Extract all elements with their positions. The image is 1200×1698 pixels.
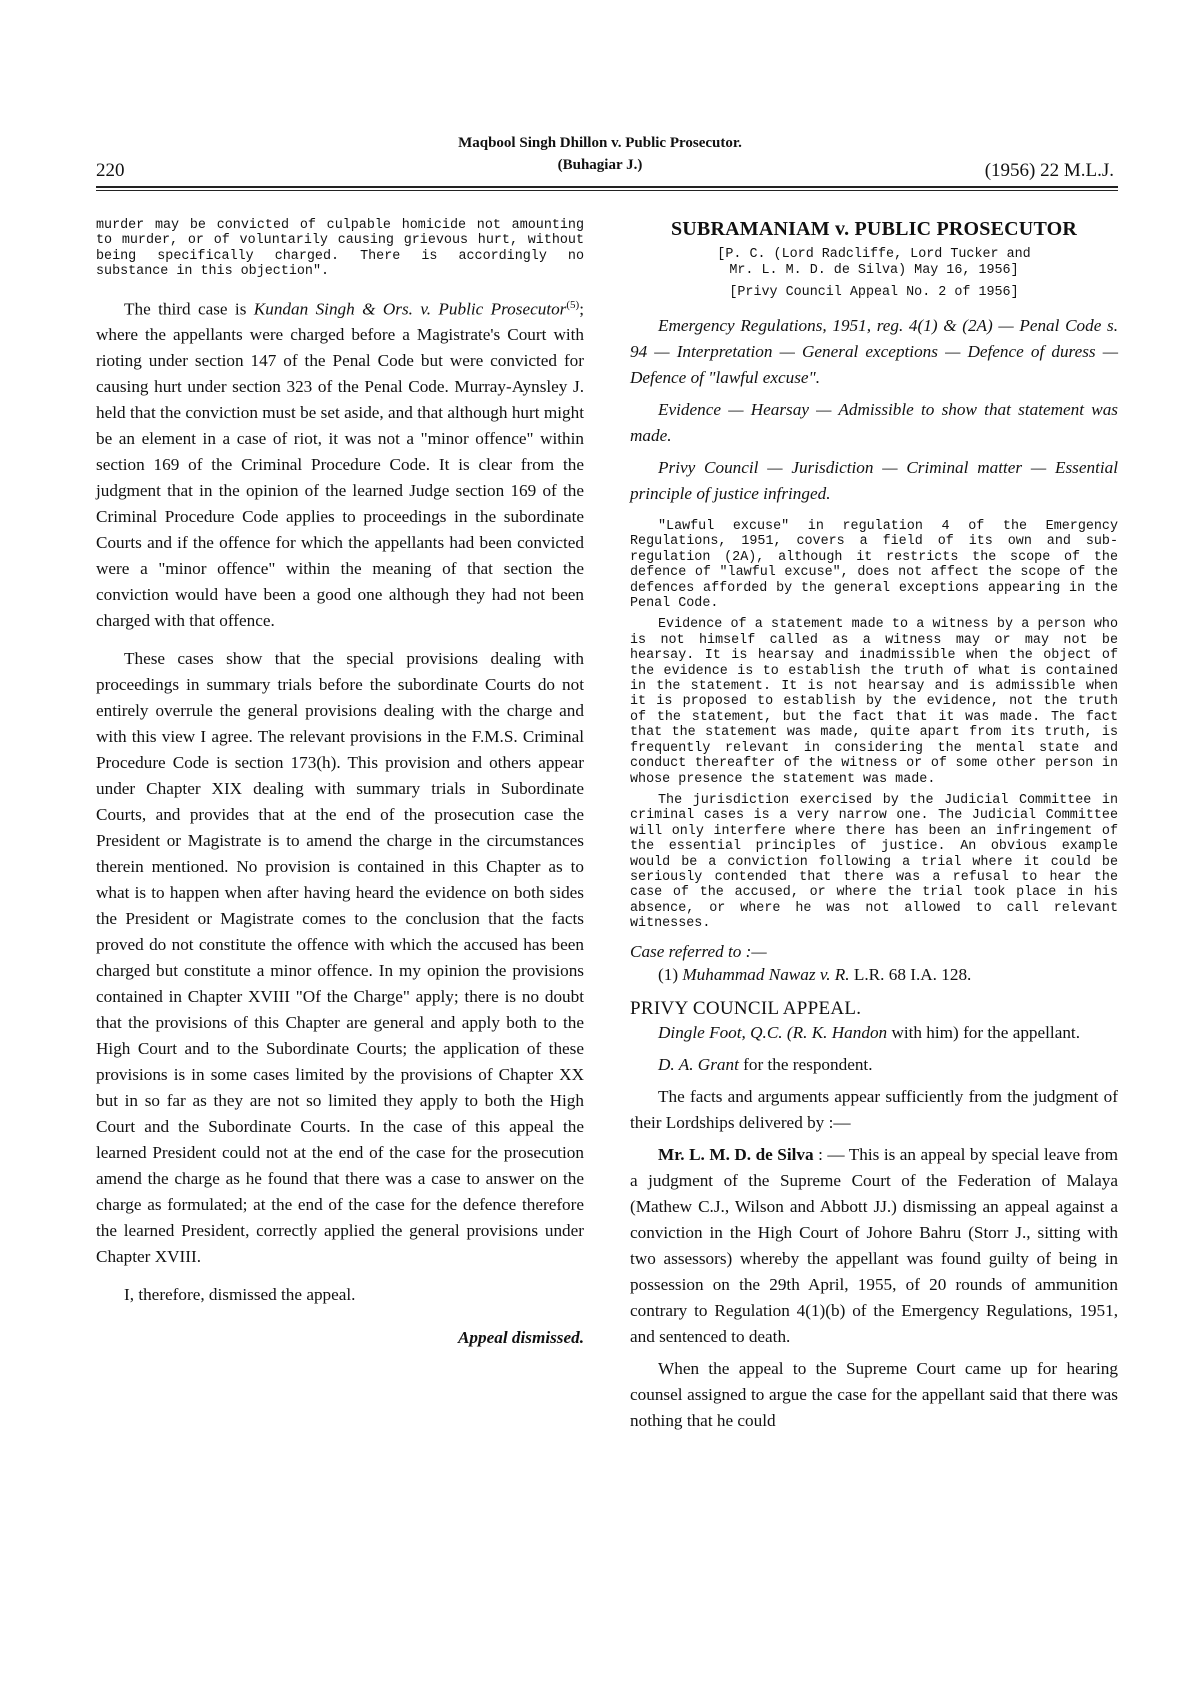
bench-info	[630, 247, 1118, 279]
para-intro: The third case is	[124, 299, 254, 319]
case-outcome: Appeal dismissed.	[457, 1328, 584, 1348]
case-ref-citation: L.R. 68 I.A. 128.	[849, 964, 972, 984]
counsel-respondent-name: D. A. Grant	[658, 1054, 739, 1074]
footnote-marker: (5)	[566, 298, 580, 311]
counsel-respondent-rest: for the respondent.	[738, 1054, 873, 1074]
case-referred-heading: Case referred to :—	[630, 941, 767, 961]
headnote-jurisdiction: The jurisdiction exercised by the Judicial Committee in criminal cases is a very narrow one. The Judicial Committee will only interfere where there has been an infringement of the essential principles of justice. An obvious example would be a conviction following a trial where it could be seriously contended that there was a refusal to hear the case of the accused, or where the trial took place in his absence, or where he was not allowed to call relevant witnesses.	[630, 792, 1118, 932]
header-rule-thin	[96, 190, 1118, 191]
header-rule	[96, 186, 1118, 188]
running-head-title: Maqbool Singh Dhillon v. Public Prosecutor.	[458, 135, 742, 151]
catchword-privy-council: Privy Council — Jurisdiction — Criminal matter — Essential principle of justice infringed.	[630, 458, 1118, 503]
judgment-text-1: : — This is an appeal by special leave from a judgment of the Supreme Court of the Federation of Malaya (Mathew C.J., Wilson and Abbott JJ.) dismissing an appeal against a conviction in the High Court of Johore Bahru (Storr J., sitting with two assessors) whereby the appellant was found guilty of being in possession on the 29th April, 1955, of 20 rounds of ammunition contrary to Regulation 4(1)(b) of the Emergency Regulations, 1951, and sentenced to death.	[630, 1144, 1118, 1346]
bench-line-2: Mr. L. M. D. de Silva) May 16, 1956]	[729, 263, 1019, 278]
headnote-lawful-excuse: "Lawful excuse" in regulation 4 of the Emergency Regulations, 1951, covers a field of its own and sub-regulation (2A), although it restricts the scope of the defence of "lawful excuse", does not affect the scope of the defences afforded by the general exceptions appearing in the Penal Code.	[630, 519, 1118, 612]
case-ref-number: (1)	[658, 964, 679, 984]
headnote-hearsay: Evidence of a statement made to a witness by a person who is not himself called as a witness may or may not be hearsay. It is hearsay and inadmissible when the object of the evidence is to establish the truth of what is contained in the statement. It is not hearsay and is admissible when it is proposed to establish by the evidence, not the truth of the statement, but the fact that it was made. The fact that the statement was made, quite apart from its truth, is frequently relevant in considering the mental state and conduct thereafter of the witness or of some other person in whose presence the statement was made.	[630, 617, 1118, 787]
catchword-emergency-regulations: Emergency Regulations, 1951, reg. 4(1) & (2A) — Penal Code s. 94 — Interpretation — General exceptions — Defence of duress — Defence of "lawful excuse".	[630, 316, 1118, 387]
privy-council-heading: PRIVY COUNCIL APPEAL.	[630, 997, 862, 1019]
running-head	[300, 132, 900, 176]
bench-line-1: [P. C. (Lord Radcliffe, Lord Tucker and	[717, 247, 1031, 262]
appeal-number: [Privy Council Appeal No. 2 of 1956]	[729, 285, 1019, 300]
catchword-evidence: Evidence — Hearsay — Admissible to show that statement was made.	[630, 400, 1118, 445]
case-ref-name: Muhammad Nawaz v. R.	[682, 964, 850, 984]
counsel-appellant	[630, 1020, 1118, 1046]
paragraph-special-provisions: These cases show that the special provisions dealing with proceedings in summary trials before the subordinate Courts do not entirely overrule the general provisions dealing with the charge and with this view I agree. The relevant provisions in the F.M.S. Criminal Procedure Code is section 173(h). This provision and others appear under Chapter XIX dealing with summary trials in Subordinate Courts, and provides that at the end of the prosecution case the President or Magistrate is to amend the charge in the circumstances therein mentioned. No provision is contained in this Chapter as to what is to happen when after having heard the evidence on both sides the President or Magistrate comes to the conclusion that the facts proved do not constitute the offence with which the accused has been charged but constitute a minor offence. In my opinion the provisions contained in Chapter XVIII "Of the Charge" apply; there is no doubt that the provisions of this Chapter are general and apply both to the High Court and to the Subordinate Courts; the application of these provisions is in some cases limited by the provisions of Chapter XX but in so far as they are not so limited they apply to both the High Court and the Subordinate Courts. In the case of this appeal the learned President could not at the end of the case for the prosecution amend the charge as he found that there was a case to answer on the charge as formulated; at the end of the case for the defence therefore the learned President, correctly applied the general provisions under Chapter XVIII.	[96, 649, 584, 1267]
facts-paragraph: The facts and arguments appear sufficiently from the judgment of their Lordships delivered by :—	[630, 1086, 1118, 1132]
para-body: ; where the appellants were charged before a Magistrate's Court with rioting under section 147 of the Penal Code but were convicted for causing hurt under section 323 of the Penal Code. Murray-Aynsley J. held that the conviction must be set aside, and that although hurt might be an element in a case of riot, it was not a "minor offence" within section 169 of the Criminal Procedure Code. It is clear from the judgment that in the opinion of the learned Judge section 169 of the Criminal Procedure Code applies to proceedings in the subordinate Courts and if the offence for which the appellants had been convicted were a "minor offence" within the meaning of that section the conviction would have been a good one although they had not been charged with that offence.	[96, 299, 584, 631]
page-number: 220	[96, 160, 125, 181]
case-name-kundan-singh: Kundan Singh & Ors. v. Public Prosecutor	[253, 299, 567, 319]
judge-name: Mr. L. M. D. de Silva	[658, 1144, 814, 1164]
judgment-paragraph-1	[630, 1142, 1118, 1350]
judgment-paragraph-2: When the appeal to the Supreme Court came up for hearing counsel assigned to argue the case for the appellant said that there was nothing that he could	[630, 1358, 1118, 1430]
report-citation: (1956) 22 M.L.J.	[984, 160, 1114, 181]
case-referred-entry	[630, 962, 1118, 988]
case-title: SUBRAMANIAM v. PUBLIC PROSECUTOR	[670, 218, 1078, 240]
counsel-appellant-rest: with him) for the appellant.	[887, 1022, 1080, 1042]
quote-continuation: murder may be convicted of culpable homicide not amounting to murder, or of voluntarily causing grievous hurt, without being specifically charged. There is accordingly no substance in this objection".	[96, 218, 584, 280]
right-column	[630, 218, 1118, 1434]
counsel-appellant-names: Dingle Foot, Q.C. (R. K. Handon	[658, 1022, 888, 1042]
paragraph-dismissal: I, therefore, dismissed the appeal.	[124, 1285, 356, 1305]
running-head-judge: (Buhagiar J.)	[557, 157, 643, 173]
left-column	[96, 218, 584, 1348]
paragraph-third-case	[96, 292, 584, 635]
counsel-respondent	[630, 1052, 1118, 1078]
